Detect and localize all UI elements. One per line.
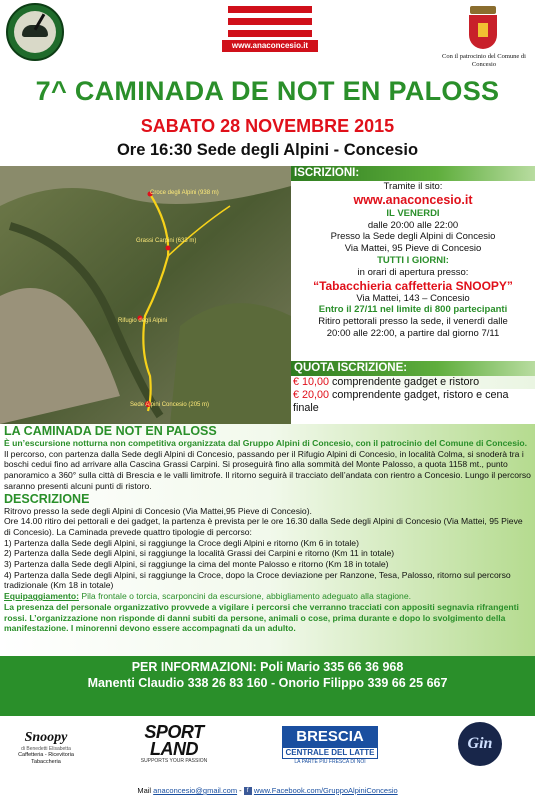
descr-line: 4) Partenza dalla Sede degli Alpini, si raggiunge la Croce, dopo la Croce deviazione per Ranzone, Tesa, Palosso, ritorno sul percorso tradizionale (Km 18 in totale) [4, 569, 511, 591]
patrocinio-text: Con il patrocinio del Comune di Concesio [442, 53, 526, 68]
descr-title: DESCRIZIONE [4, 491, 90, 506]
iscrizioni-line: Via Mattei, 95 Pieve di Concesio [344, 243, 482, 255]
descr-line: Ore 14.00 ritiro dei pettorali e dei gadget, la partenza è prevista per le ore 16.30 dalla Sede degli Alpini di Concesio (Via Mattei, 95 Pieve di Concesio). La Caminada prevede quattro tipologie di percorso: [4, 516, 523, 537]
map-label-grassi: Grassi Carpini (633 m) [136, 238, 197, 244]
descr-line: 3) Partenza dalla Sede degli Alpini, si raggiunge la cima del monte Palosso e ritorno (Km 18 in totale) [4, 559, 389, 570]
iscrizioni-line: Ritiro pettorali presso la sede, il venerdì dalle [318, 316, 508, 328]
iscrizioni-header: ISCRIZIONI: [291, 166, 535, 181]
descr-line: 2) Partenza dalla Sede degli Alpini, si raggiunge la località Grassi dei Carpini e ritorno (Km 11 in totale) [4, 548, 395, 559]
quota-line-10: € 10,00 comprendente gadget e ristoro [291, 376, 535, 389]
iscrizioni-line: TUTTI I GIORNI: [377, 254, 449, 266]
map-label-croce: Croce degli Alpini (938 m) [150, 190, 219, 196]
event-title: 7^ CAMINADA DE NOT EN PALOSS [35, 76, 500, 106]
iscrizioni-line: IL VENERDI [386, 207, 440, 219]
iscrizioni-line: 20:00 alle 22:00, a partire dal giorno 7/11 [326, 327, 500, 339]
snoopy-logo: Snoopy di Benedetti Elisabetta Caffetteria - Ricevitoria Tabaccheria [18, 730, 74, 765]
iscrizioni-line: Entro il 27/11 nel limite di 800 partecipanti [318, 304, 508, 316]
header [0, 0, 535, 80]
gin-logo: Gin [458, 722, 502, 766]
iscrizioni-line: dalle 20:00 alle 22:00 [367, 219, 459, 231]
contacts-line: Mail anaconcesio@gmail.com - f www.Facebook.com/GruppoAlpiniConcesio [137, 786, 398, 795]
quota-line-20: € 20,00 comprendente gadget, ristoro e cena finale [293, 389, 509, 414]
notice-text: La presenza del personale organizzativo provvede a vigilare i percorsi che verranno tracciati con appositi segnavia rifrangenti rossi. L’organizzazione non risponde di danni subiti da persone, animali o cose, prima durante e dopo lo svolgimento della manifestazione. I minorenni devono essere accompagnati da un adulto. [4, 601, 519, 634]
iscrizioni-section [291, 166, 535, 181]
info-bar [0, 656, 535, 716]
mail-link[interactable]: anaconcesio@gmail.com [153, 786, 238, 795]
about-title: LA CAMINADA DE NOT EN PALOSS [4, 424, 217, 438]
iscrizioni-line: Via Mattei, 143 – Concesio [356, 292, 470, 304]
facebook-icon: f [244, 787, 252, 795]
quota-header: QUOTA ISCRIZIONE: [291, 361, 535, 376]
description-panel [0, 424, 535, 656]
about-intro: È un’escursione notturna non competitiva organizzata dal Gruppo Alpini di Concesio, con il patrocinio del Comune di Concesio. [4, 438, 527, 448]
iscrizioni-body [291, 181, 535, 340]
brescia-latte-logo: BRESCIA CENTRALE DEL LATTE LA PARTE PIÙ FRESCA DI NOI [282, 726, 378, 765]
descr-line: Ritrovo presso la sede degli Alpini di Concesio (Via Mattei,95 Pieve di Concesio). [4, 505, 312, 516]
map-label-sede: Sede Alpini Concesio (205 m) [130, 402, 210, 408]
event-date: SABATO 28 NOVEMBRE 2015 [140, 116, 395, 136]
map-label-rifugio: Rifugio degli Alpini [118, 318, 168, 324]
event-time-place: Ore 16:30 Sede degli Alpini - Concesio [116, 141, 419, 159]
quota-body [291, 376, 535, 415]
about-body: Il percorso, con partenza dalla Sede degli Alpini di Concesio, passando per il Rifugio Alpini di Concesio, in località Colma, si snoderà tra i boschi cedui fino ad arrivare alla Cascina Grassi Carpini. Si proseguirà fino alla sommità del Monte Palosso, a quota 1158 mt., punto panoramico a 360° sulla città di Brescia e le valli limitrofe. Il ritorno seguirà il tracciato dell’andata con rientro a Concesio. Lungo il percorso saranno presenti alcuni punti di ristoro. [4, 448, 531, 491]
ana-site-banner[interactable]: www.anaconcesio.it [222, 40, 318, 52]
sponsors-strip [0, 716, 535, 800]
ana-logo [228, 6, 312, 40]
iscrizioni-line: Tramite il sito: [383, 181, 443, 192]
equipment-line: Equipaggiamento: Pila frontale o torcia, scarponcini da escursione, abbigliamento adeguato alla stagione. [4, 591, 411, 602]
quota-section [291, 361, 535, 376]
iscrizioni-line[interactable]: www.anaconcesio.it [353, 192, 473, 207]
iscrizioni-line: Presso la Sede degli Alpini di Concesio [330, 231, 496, 243]
alpini-logo [6, 3, 64, 61]
iscrizioni-line: “Tabacchieria caffetteria SNOOPY” [313, 278, 513, 293]
info-line-2: Manenti Claudio 338 26 83 160 - Onorio Filippo 339 66 25 667 [87, 676, 448, 690]
descr-line: 1) Partenza dalla Sede degli Alpini, si raggiunge la Croce degli Alpini e ritorno (Km 6 in totale) [4, 537, 359, 548]
comune-crest-icon [466, 6, 500, 50]
route-map [0, 166, 291, 424]
descr-lines [0, 506, 535, 592]
info-line-1: PER INFORMAZIONI: Poli Mario 335 66 36 968 [131, 660, 404, 674]
iscrizioni-line: in orari di apertura presso: [357, 266, 469, 278]
sportland-logo: SPORT LAND SUPPORTS YOUR PASSION [140, 722, 208, 764]
facebook-link[interactable]: www.Facebook.com/GruppoAlpiniConcesio [253, 786, 398, 795]
